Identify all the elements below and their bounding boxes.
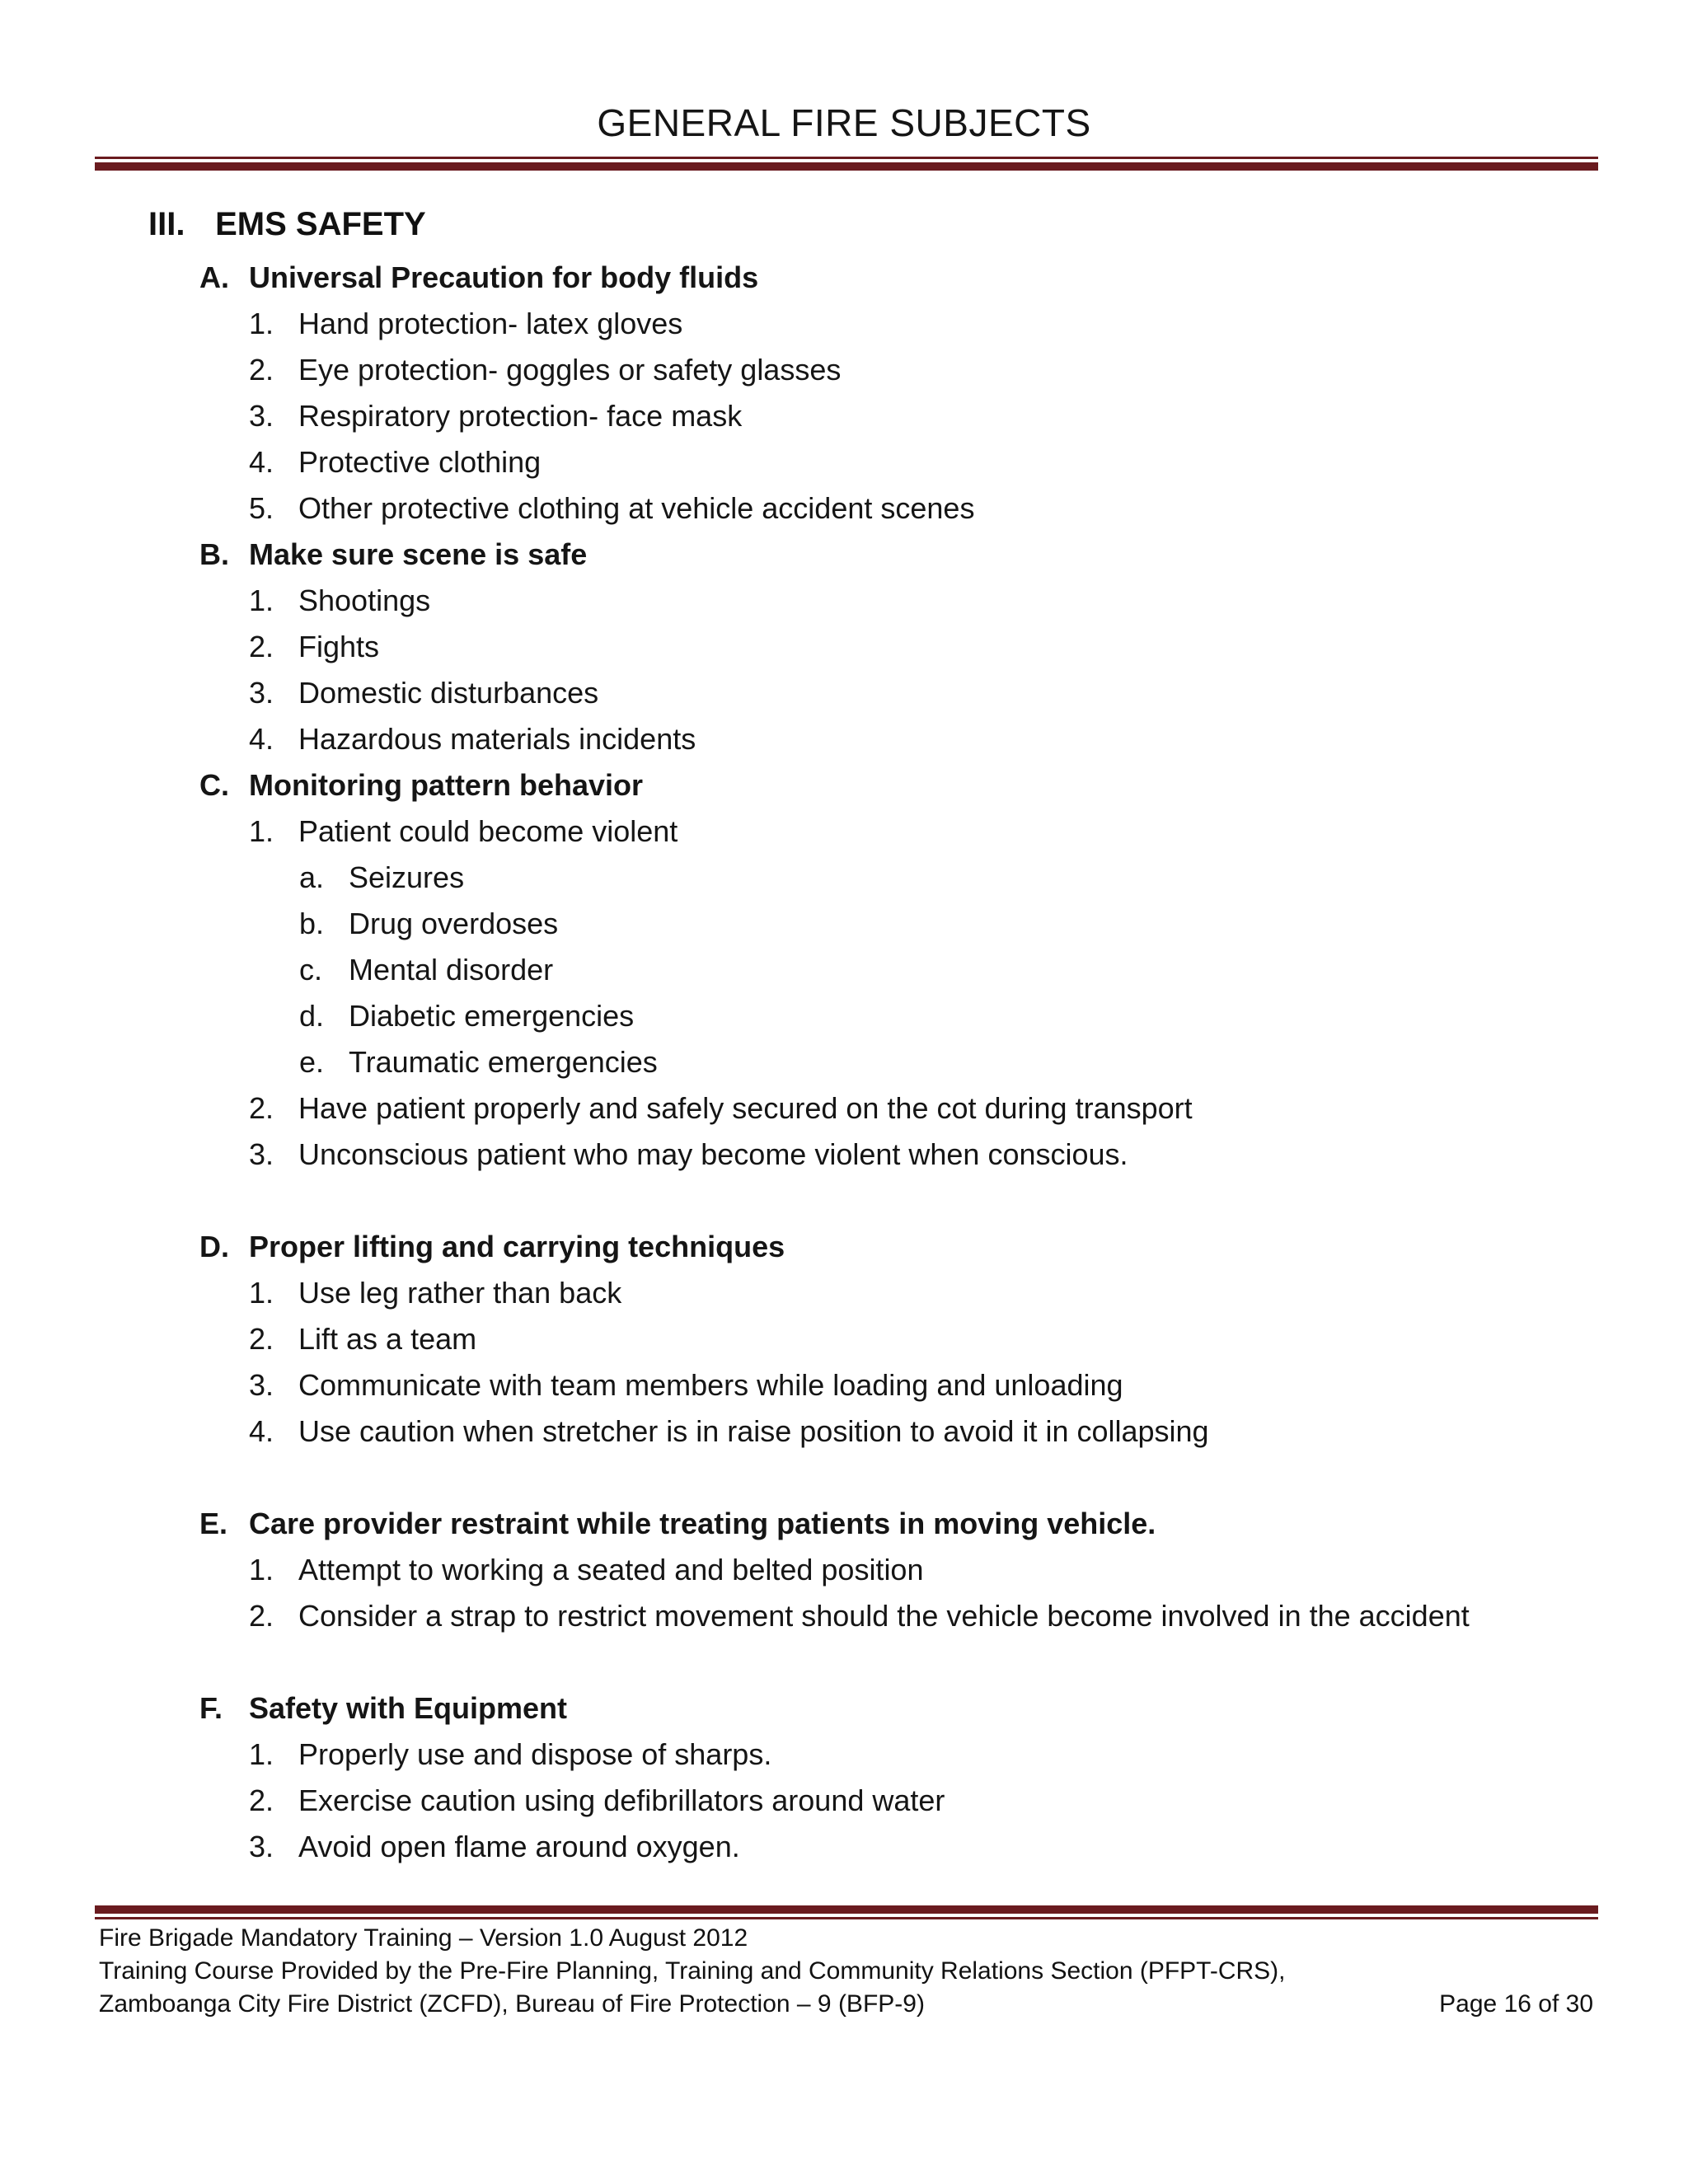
list-marker: 4. xyxy=(249,1414,274,1448)
list-item-text: Traumatic emergencies xyxy=(349,1045,658,1079)
list-item-text: Other protective clothing at vehicle accident scenes xyxy=(298,491,975,525)
list-item-text: Safety with Equipment xyxy=(249,1691,568,1725)
list-item-text: Avoid open flame around oxygen. xyxy=(298,1830,740,1863)
section-title: EMS SAFETY xyxy=(215,206,426,242)
list-marker: 1. xyxy=(249,307,274,340)
header-rule xyxy=(95,157,1598,171)
list-item-text: Properly use and dispose of sharps. xyxy=(298,1737,772,1771)
list-marker: D. xyxy=(199,1230,229,1263)
list-item-text: Proper lifting and carrying techniques xyxy=(249,1230,785,1263)
list-marker: 2. xyxy=(249,630,274,663)
list-item-text: Unconscious patient who may become violent when conscious. xyxy=(298,1137,1128,1171)
list-marker: 1. xyxy=(249,814,274,848)
list-marker: 3. xyxy=(249,399,274,433)
list-item-text: Care provider restraint while treating patients in moving vehicle. xyxy=(249,1507,1156,1540)
list-item-text: Drug overdoses xyxy=(349,907,559,940)
list-item-text: Lift as a team xyxy=(298,1322,477,1356)
list-marker: 2. xyxy=(249,1091,274,1125)
list-item-text: Have patient properly and safely secured on the cot during transport xyxy=(298,1091,1193,1125)
list-item-text: Consider a strap to restrict movement should the vehicle become involved in the accident xyxy=(298,1599,1470,1633)
list-marker: F. xyxy=(199,1691,223,1725)
list-item-text: Eye protection- goggles or safety glasses xyxy=(298,353,842,387)
list-item-text: Domestic disturbances xyxy=(298,676,599,710)
list-item-text: Use leg rather than back xyxy=(298,1276,622,1310)
list-item-text: Exercise caution using defibrillators around water xyxy=(298,1783,945,1817)
list-marker: 1. xyxy=(249,583,274,617)
list-item-text: Respiratory protection- face mask xyxy=(298,399,743,433)
list-item-text: Attempt to working a seated and belted position xyxy=(298,1553,924,1586)
list-marker: 3. xyxy=(249,1368,274,1402)
page-number: Page 16 of 30 xyxy=(1439,1990,1593,2018)
list-marker: d. xyxy=(299,999,325,1033)
list-marker: b. xyxy=(299,907,325,940)
list-marker: 2. xyxy=(249,1599,274,1633)
section-number: III. xyxy=(148,206,185,242)
list-marker: B. xyxy=(199,537,229,571)
list-item-text: Use caution when stretcher is in raise position to avoid it in collapsing xyxy=(298,1414,1209,1448)
footer-line-1: Fire Brigade Mandatory Training – Version 1.0 August 2012 xyxy=(99,1924,748,1952)
section-heading xyxy=(148,206,426,243)
list-item-text: Mental disorder xyxy=(349,953,554,987)
list-marker: A. xyxy=(199,260,229,294)
list-marker: 1. xyxy=(249,1276,274,1310)
list-item-text: Monitoring pattern behavior xyxy=(249,768,644,802)
page-header-title: GENERAL FIRE SUBJECTS xyxy=(597,101,1091,144)
footer-line-3: Zamboanga City Fire District (ZCFD), Bureau of Fire Protection – 9 (BFP-9) xyxy=(99,1990,925,2018)
list-marker: 2. xyxy=(249,1322,274,1356)
list-marker: a. xyxy=(299,860,325,894)
list-item-text: Make sure scene is safe xyxy=(249,537,588,571)
list-item-text: Communicate with team members while loading and unloading xyxy=(298,1368,1123,1402)
list-marker: 2. xyxy=(249,353,274,387)
list-item-text: Seizures xyxy=(349,860,465,894)
list-marker: 2. xyxy=(249,1783,274,1817)
list-marker: 5. xyxy=(249,491,274,525)
list-item-text: Fights xyxy=(298,630,380,663)
list-marker: e. xyxy=(299,1045,325,1079)
footer-line-2: Training Course Provided by the Pre-Fire Planning, Training and Community Relations Section (PFPT-CRS), xyxy=(99,1957,1286,1985)
list-marker: 1. xyxy=(249,1737,274,1771)
list-marker: 4. xyxy=(249,445,274,479)
list-marker: 3. xyxy=(249,1137,274,1171)
list-marker: 4. xyxy=(249,722,274,756)
list-marker: 1. xyxy=(249,1553,274,1586)
list-item-text: Protective clothing xyxy=(298,445,542,479)
list-marker: 3. xyxy=(249,676,274,710)
list-marker: E. xyxy=(199,1507,228,1540)
list-marker: C. xyxy=(199,768,229,802)
list-item-text: Hand protection- latex gloves xyxy=(298,307,683,340)
footer-rule xyxy=(95,1905,1598,1919)
list-item-text: Shootings xyxy=(298,583,431,617)
list-item-text: Patient could become violent xyxy=(298,814,678,848)
list-marker: c. xyxy=(299,953,323,987)
list-item-text: Hazardous materials incidents xyxy=(298,722,696,756)
list-item-text: Diabetic emergencies xyxy=(349,999,635,1033)
list-item-text: Universal Precaution for body fluids xyxy=(249,260,759,294)
list-marker: 3. xyxy=(249,1830,274,1863)
